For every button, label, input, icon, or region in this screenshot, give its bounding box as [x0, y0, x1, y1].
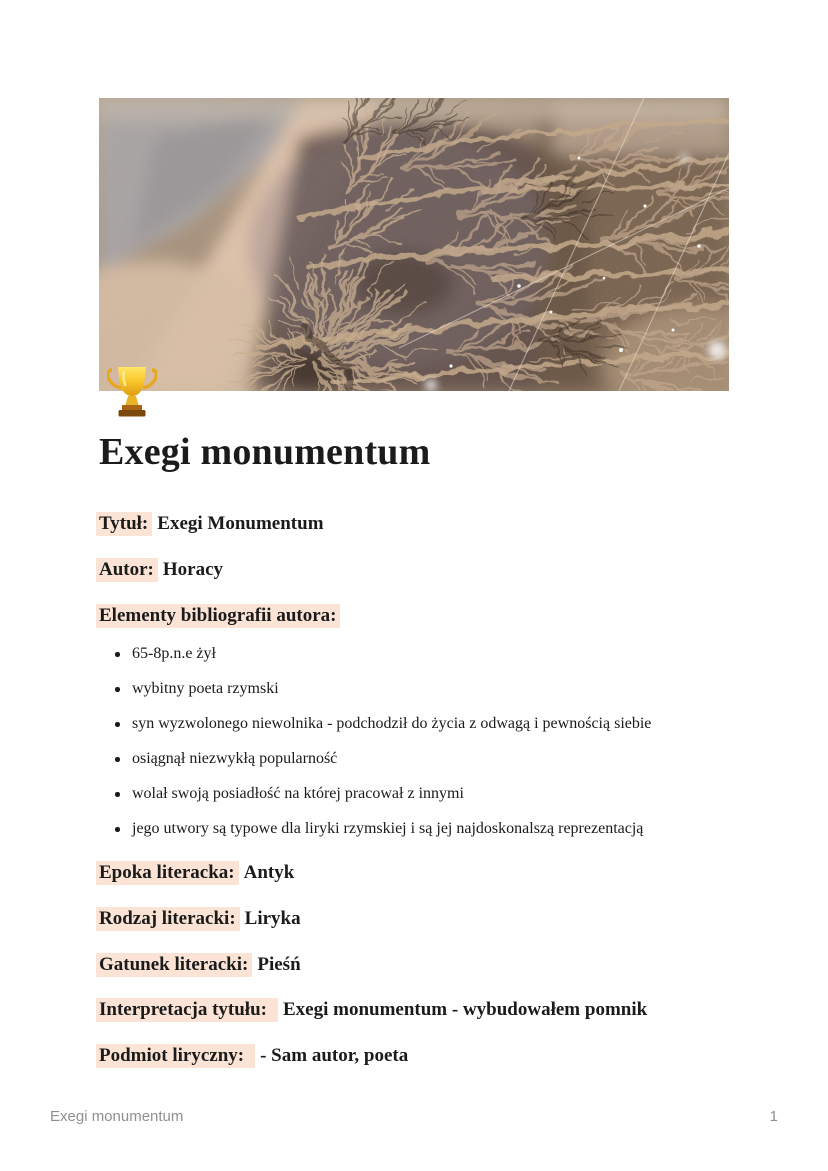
field-row	[99, 860, 779, 886]
field-value: Exegi Monumentum	[157, 513, 324, 534]
field-label: Autor:	[96, 558, 158, 582]
bullet-text: wybitny poeta rzymski	[132, 680, 279, 697]
bullet-marker	[115, 757, 120, 762]
field-label: Elementy bibliografii autora:	[96, 604, 340, 628]
page-footer	[50, 1108, 778, 1125]
list-item	[99, 678, 779, 700]
satellite-terrain-image	[99, 98, 729, 391]
list-item	[99, 818, 779, 840]
field-label: Epoka literacka:	[96, 861, 239, 885]
field-label: Tytuł:	[96, 512, 152, 536]
field-value: Horacy	[162, 559, 224, 580]
field-row	[99, 603, 779, 629]
list-item	[99, 783, 779, 805]
field-row	[99, 952, 779, 978]
field-row	[99, 1043, 779, 1069]
footer-document-title: Exegi monumentum	[50, 1108, 184, 1125]
bullet-text: osiągnął niezwykłą popularność	[132, 750, 338, 767]
field-label: Gatunek literacki:	[96, 953, 252, 977]
bullet-text: 65-8p.n.e żył	[132, 645, 216, 662]
field-value: Antyk	[243, 862, 295, 883]
bullet-marker	[115, 827, 120, 832]
page-title: Exegi monumentum	[99, 431, 431, 473]
list-item	[99, 643, 779, 665]
bullet-marker	[115, 722, 120, 727]
field-label: Rodzaj literacki:	[96, 907, 240, 931]
field-row	[99, 906, 779, 932]
field-row	[99, 997, 779, 1023]
field-label: Podmiot liryczny:	[96, 1044, 255, 1068]
field-row	[99, 557, 779, 583]
bullet-marker	[115, 792, 120, 797]
bullet-text: wolał swoją posiadłość na której pracował z innymi	[132, 785, 464, 802]
bullet-text: jego utwory są typowe dla liryki rzymskiej i są jej najdoskonalszą reprezentacją	[132, 820, 644, 837]
trophy-icon	[107, 363, 157, 421]
footer-page-number: 1	[769, 1108, 778, 1125]
bullet-text: syn wyzwolonego niewolnika - podchodził do życia z odwagą i pewnością siebie	[132, 715, 652, 732]
field-value: Liryka	[244, 908, 301, 929]
field-row	[99, 511, 779, 537]
field-label: Interpretacja tytułu:	[96, 998, 278, 1022]
bullet-marker	[115, 652, 120, 657]
field-value: Exegi monumentum - wybudowałem pomnik	[282, 999, 648, 1020]
list-item	[99, 713, 779, 735]
cover-image	[99, 98, 729, 391]
bullet-marker	[115, 687, 120, 692]
field-value: Pieśń	[257, 954, 301, 975]
field-value: - Sam autor, poeta	[260, 1045, 409, 1066]
list-item	[99, 748, 779, 770]
